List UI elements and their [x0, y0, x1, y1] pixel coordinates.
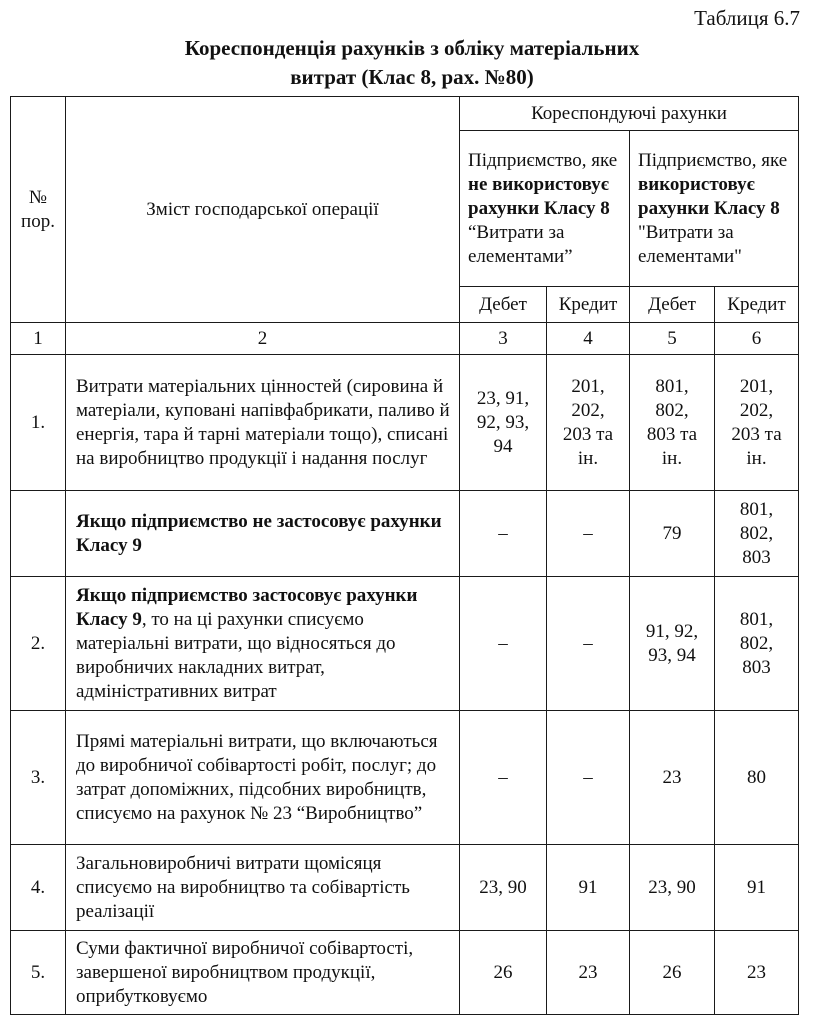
header-enterprise-not-using	[460, 131, 630, 287]
table-row	[11, 355, 799, 491]
header-enterprise-using	[630, 131, 799, 287]
cell-line: 801,	[739, 498, 774, 520]
cell-line: ін.	[661, 447, 683, 469]
cell-line: 802,	[739, 632, 774, 654]
cell-debit-3: 26	[460, 931, 547, 1015]
cell-debit-5: 23, 90	[630, 845, 715, 931]
cell-line: ін.	[746, 447, 767, 469]
column-number-2: 2	[66, 323, 460, 355]
enterprise-not-using-bold: не використовує рахунки Класу 8	[468, 173, 610, 219]
header-credit-6: Кредит	[715, 287, 799, 323]
row-number: 5.	[11, 931, 66, 1015]
table-row	[11, 491, 799, 577]
cell-debit-5	[630, 577, 715, 711]
header-no-line-1: №	[28, 186, 48, 208]
cell-debit-3: –	[460, 491, 547, 577]
cell-credit-4	[547, 355, 630, 491]
row-text	[66, 577, 460, 711]
cell-line: 201,	[571, 375, 605, 397]
cell-credit-6: 80	[715, 711, 799, 845]
cell-debit-5: 79	[630, 491, 715, 577]
cell-debit-3: 23, 90	[460, 845, 547, 931]
cell-line: 801,	[739, 608, 774, 630]
row-text: Витрати матеріальних цінностей (сировина й матеріали, куповані напівфабрикати, паливо й енергія, тара й тарні матеріали тощо), списані на виробництво продукції і надання послуг	[66, 355, 460, 491]
cell-credit-4: –	[547, 491, 630, 577]
row-text-rest: , то на ці рахунки списуємо матеріальні витрати, що відносяться до виробничих накладних витрат, адміністративних витрат	[76, 608, 396, 702]
header-no	[11, 97, 66, 323]
cell-debit-3: –	[460, 711, 547, 845]
row-number	[11, 491, 66, 577]
cell-credit-4: 23	[547, 931, 630, 1015]
title-line-1: Кореспонденція рахунків з обліку матеріальних	[184, 36, 640, 60]
cell-debit-5: 23	[630, 711, 715, 845]
cell-line: 94	[493, 435, 513, 457]
cell-line: 803 та	[646, 423, 698, 445]
cell-line: 803	[742, 546, 771, 568]
title-line-2: витрат (Клас 8, рах. №80)	[290, 65, 534, 89]
column-number-3: 3	[460, 323, 547, 355]
cell-credit-4: 91	[547, 845, 630, 931]
cell-credit-6: 91	[715, 845, 799, 931]
cell-debit-3: –	[460, 577, 547, 711]
cell-line: 23, 91,	[476, 387, 530, 409]
table-row	[11, 577, 799, 711]
cell-credit-4: –	[547, 577, 630, 711]
row-number: 4.	[11, 845, 66, 931]
enterprise-not-using-text-2: “Витрати за елементами”	[468, 221, 573, 267]
header-operation: Зміст господарської операції	[66, 97, 460, 323]
row-number: 2.	[11, 577, 66, 711]
header-corresponding-accounts: Кореспондуючі рахунки	[460, 97, 799, 131]
column-number-4: 4	[547, 323, 630, 355]
cell-credit-4: –	[547, 711, 630, 845]
column-number-6: 6	[715, 323, 799, 355]
column-number-5: 5	[630, 323, 715, 355]
row-text: Загальновиробничі витрати щомісяця списуємо на виробництво та собівартість реалізації	[66, 845, 460, 931]
table-label: Таблиця 6.7	[694, 6, 800, 30]
table-title	[0, 34, 824, 92]
cell-line: 802,	[655, 399, 689, 421]
cell-line: 203 та	[562, 423, 614, 445]
enterprise-using-text-2: "Витрати за елементами"	[638, 221, 742, 267]
row-text: Якщо підприємство не застосовує рахунки Класу 9	[66, 491, 460, 577]
header-no-line-2: пор.	[21, 210, 55, 232]
cell-credit-6	[715, 577, 799, 711]
enterprise-using-text-1: Підприємство, яке	[638, 149, 788, 171]
cell-credit-6: 23	[715, 931, 799, 1015]
row-text: Прямі матеріальні витрати, що включаються до виробничої собівартості робіт, послуг; до затрат допоміжних, підсобних виробництв, списуємо на рахунок № 23 “Виробництво”	[66, 711, 460, 845]
table-row	[11, 845, 799, 931]
row-number: 1.	[11, 355, 66, 491]
cell-line: 201,	[739, 375, 774, 397]
cell-line: 802,	[739, 522, 774, 544]
cell-debit-5	[630, 355, 715, 491]
enterprise-not-using-text-1: Підприємство, яке	[468, 149, 618, 171]
cell-line: ін.	[577, 447, 599, 469]
row-number: 3.	[11, 711, 66, 845]
correspondence-table	[10, 96, 799, 1015]
cell-line: 91, 92,	[645, 620, 699, 642]
cell-line: 203 та	[731, 423, 782, 445]
cell-debit-5: 26	[630, 931, 715, 1015]
cell-line: 202,	[739, 399, 774, 421]
header-debit-5: Дебет	[630, 287, 715, 323]
cell-credit-6	[715, 355, 799, 491]
enterprise-using-bold: використовує рахунки Класу 8	[638, 173, 780, 219]
cell-credit-6	[715, 491, 799, 577]
table-row	[11, 931, 799, 1015]
cell-line: 92, 93,	[476, 411, 530, 433]
header-debit-3: Дебет	[460, 287, 547, 323]
header-credit-4: Кредит	[547, 287, 630, 323]
cell-debit-3	[460, 355, 547, 491]
cell-line: 93, 94	[648, 644, 696, 666]
cell-line: 801,	[655, 375, 689, 397]
table-row	[11, 711, 799, 845]
column-number-1: 1	[11, 323, 66, 355]
row-text: Суми фактичної виробничої собівартості, завершеної виробництвом продукції, оприбутковуємо	[66, 931, 460, 1015]
row-text-bold: Якщо підприємство застосовує рахунки Класу 9	[76, 584, 418, 630]
cell-line: 803	[742, 656, 771, 678]
cell-line: 202,	[571, 399, 605, 421]
